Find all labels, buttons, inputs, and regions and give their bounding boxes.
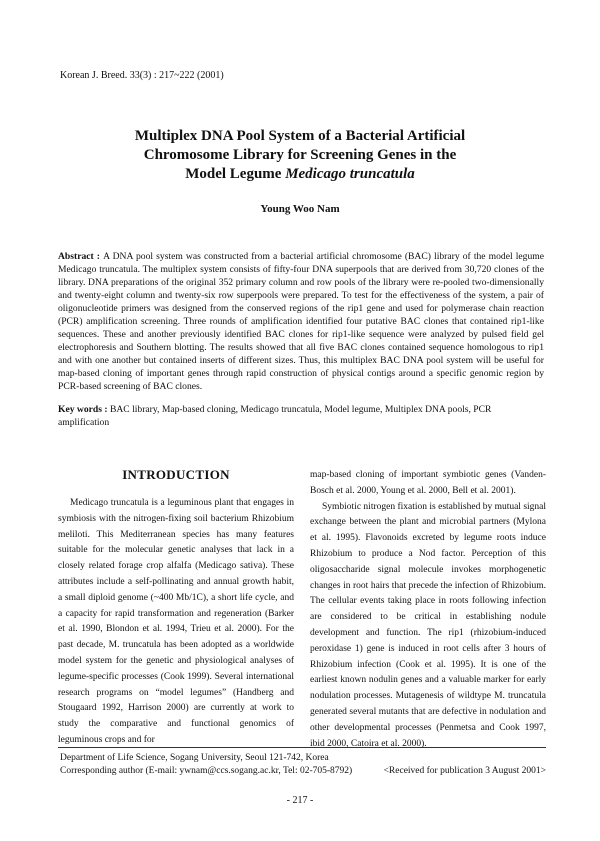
keywords bbox=[58, 403, 544, 429]
paper-title bbox=[40, 127, 560, 184]
intro-paragraph-2: Symbiotic nitrogen fixation is established by mutual signal exchange between the plant and microbial partners (Mylona et al. 1995). Flavonoids excreted by legume roots induce Rhizobium to produce a Nod factor. Perception of this oligosaccharide signal molecule invokes morphogenetic changes in root hairs that precede the infection of Rhizobium. The cellular events taking place in roots following infection are considered to be critical in establishing nodule development and function. The rip1 (rhizobium-induced peroxidase 1) gene is induced in root cells after 3 hours of Rhizobium infection (Cook et al. 1995). It is one of the earliest known nodulin genes and a valuable marker for early nodulation processes. Mutagenesis of wildtype M. truncatula generated several mutants that are defective in nodulation and other developmental processes (Penmetsa and Cook 1997, ibid 2000, Catoira et al. 2000). bbox=[310, 501, 547, 749]
footnote-corresponding-author: Corresponding author (E-mail: ywnam@ccs.sogang.ac.kr, Tel: 02-705-8792) bbox=[60, 766, 353, 776]
left-column bbox=[58, 496, 294, 749]
intro-paragraph-continued: map-based cloning of important symbiotic genes (Vanden-Bosch et al. 2000, Young et al. 2000, Bell et al. 2001). bbox=[310, 470, 546, 496]
intro-paragraph-1: Medicago truncatula is a leguminous plant that engages in symbiosis with the nitrogen-fixing soil bacterium Rhizobium meliloti. This Mediterranean species has many features suitable for the molecular genetic analyses that lack in a closely related forage crop alfalfa (Medicago sativa). These attributes include a self-pollinating and annual growth habit, a small diploid genome (~400 Mb/1C), a short life cycle, and a capacity for rapid transformation and regeneration (Barker et al. 1990, Blondon et al. 1994, Trieu et al. 2000). For the past decade, M. truncatula has been adopted as a worldwide model system for the genetic and physiological analyses of legume-specific processes (Cook 1999). Several international research programs on “model legumes” (Handberg and Stougaard 1992, Harrison 2000) are currently at work to study the comparative and functional genomics of leguminous crops and for bbox=[58, 498, 294, 745]
author-name: Young Woo Nam bbox=[260, 203, 340, 215]
title-species: Medicago truncatula bbox=[285, 166, 415, 182]
right-column bbox=[310, 468, 546, 752]
title-line-1: Multiplex DNA Pool System of a Bacterial Artificial bbox=[134, 128, 466, 144]
footnote-divider bbox=[58, 747, 546, 748]
title-line-2: Chromosome Library for Screening Genes in the bbox=[143, 147, 457, 163]
keywords-text: BAC library, Map-based cloning, Medicago truncatula, Model legume, Multiplex DNA pools, PCR amplification bbox=[58, 404, 492, 428]
title-line-3-prefix: Model Legume bbox=[185, 166, 286, 182]
footnote-received-date: <Received for publication 3 August 2001> bbox=[383, 766, 546, 776]
abstract-text: A DNA pool system was constructed from a bacterial artificial chromosome (BAC) library of the model legume Medicago truncatula. The multiplex system consists of fifty-four DNA superpools that are derived from 30,720 clones of the library. DNA preparations of the original 352 primary column and row pools of the library were re-pooled two-dimensionally and twenty-eight column and twenty-six row superpools were prepared. To test for the effectiveness of the system, a pair of oligonucleotide primers was designed from the conserved regions of the rip1 gene and used for polymerase chain reaction (PCR) amplification screening. Three rounds of amplification identified four putative BAC clones that contained rip1-like sequences. These and another previously identified BAC clones for rip1-like sequence were analyzed by pulsed field gel electrophoresis and Southern blotting. The results showed that all five BAC clones contained sequence homologous to rip1 and with one another but contained inserts of different sizes. Thus, this multiplex BAC DNA pool system will be useful for map-based cloning of important genes through rapid construction of physical contigs around a specific genomic region by PCR-based screening of BAC clones. bbox=[58, 251, 544, 392]
journal-reference: Korean J. Breed. 33(3) : 217~222 (2001) bbox=[60, 70, 224, 81]
abstract bbox=[58, 250, 544, 393]
footnote-affiliation: Department of Life Science, Sogang University, Seoul 121-742, Korea bbox=[60, 753, 329, 763]
introduction-heading: INTRODUCTION bbox=[122, 467, 230, 482]
title-line-3 bbox=[40, 165, 560, 184]
footnote-row bbox=[60, 765, 546, 777]
abstract-label: Abstract : bbox=[58, 251, 104, 262]
page-number: - 217 - bbox=[286, 795, 314, 806]
keywords-label: Key words : bbox=[58, 404, 110, 415]
